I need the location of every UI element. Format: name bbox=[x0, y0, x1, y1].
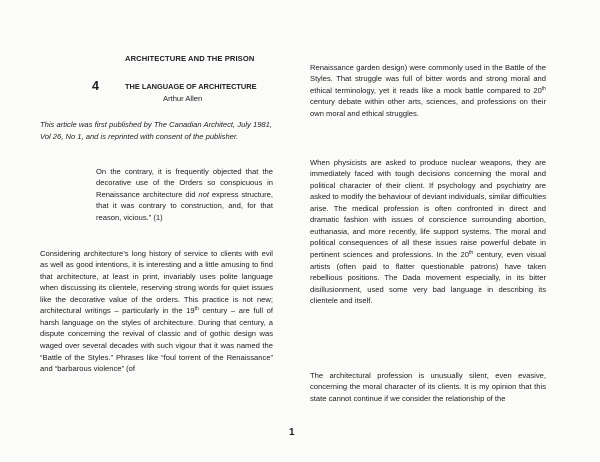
right-para2-part1: When physicists are asked to produce nuclear weapons, they are immediately faced with tough decisions concerning the moral and political character of their client. If psychology and psychiatry are asked to modify the behaviour of deviant individuals, similar difficulties arise. The medical profession is often confronted in direct and dramatic fashion with issues of conscience surrounding abortion, euthanasia, and more recently, life support systems. The moral and political consequences of all these issues raise powerful debate in pertinent sciences and professions. In the 20 bbox=[310, 157, 546, 259]
quote-text-a: On the contrary, it is frequently objected that the decorative use of the Orders so conspicuous in Renaissance architecture did bbox=[96, 166, 273, 199]
left-body-paragraph bbox=[40, 248, 273, 375]
author-name: Arthur Allen bbox=[163, 94, 203, 103]
right-body-paragraph-1 bbox=[310, 62, 546, 120]
page-number: 1 bbox=[289, 427, 295, 438]
quote-emphasis: not bbox=[198, 189, 209, 199]
chapter-number: 4 bbox=[92, 79, 99, 93]
quote-text-b: express structure, that it was contrary to construction, and, for that reason, vicious.” (1) bbox=[96, 189, 273, 222]
right-para1-part1: Renaissance garden design) were commonly used in the Battle of the Styles. That struggle was full of bitter words and strong moral and ethical terminology, yet it reads like a mock battle compared to 20 bbox=[310, 62, 546, 95]
right-para2-part2: century, even visual artists (often paid to flatter questionable patrons) have taken rebellious positions. The Dada movement especially, in its bitter disillusionment, used some very bad language in describing its clientele and itself. bbox=[310, 249, 546, 306]
block-quote bbox=[96, 166, 273, 224]
right-body-paragraph-3: The architectural profession is unusually silent, even evasive, concerning the moral character of its clients. It is my opinion that this state cannot continue if we consider the relationship of the bbox=[310, 370, 546, 403]
left-para-sup: th bbox=[194, 306, 199, 313]
left-para-part2: century – are full of harsh language on the styles of architecture. During that century, a dispute concerning the revival of classic and of gothic design was waged over several decades with such vigour that it was named the “Battle of the Styles.” Phrases like “foul torrent of the Renaissance” and “barbarous violence” (of bbox=[40, 306, 273, 374]
publication-note: This article was first published by The Canadian Architect, July 1981, Vol 26, No 1, and is reprinted with consent of the publisher. bbox=[40, 119, 272, 141]
right-para1-sup: th bbox=[541, 85, 546, 92]
right-para1-part2: century debate within other arts, sciences, and professions on their own moral and ethical struggles. bbox=[310, 97, 546, 118]
left-para-part1: Considering architecture’s long history of service to clients with evil as well as good intentions, it is interesting and a little amusing to find that architecture, at least in print, invariably uses polite language when discussing its clientele, reserving strong words for quiet issues like the decorative value of the orders. This practice is not new; architectural writings – particularly in the 19 bbox=[40, 248, 273, 316]
right-body-paragraph-2 bbox=[310, 157, 546, 307]
book-title: ARCHITECTURE AND THE PRISON bbox=[125, 54, 255, 63]
right-para2-sup: th bbox=[469, 249, 474, 256]
chapter-title: THE LANGUAGE OF ARCHITECTURE bbox=[125, 82, 257, 91]
